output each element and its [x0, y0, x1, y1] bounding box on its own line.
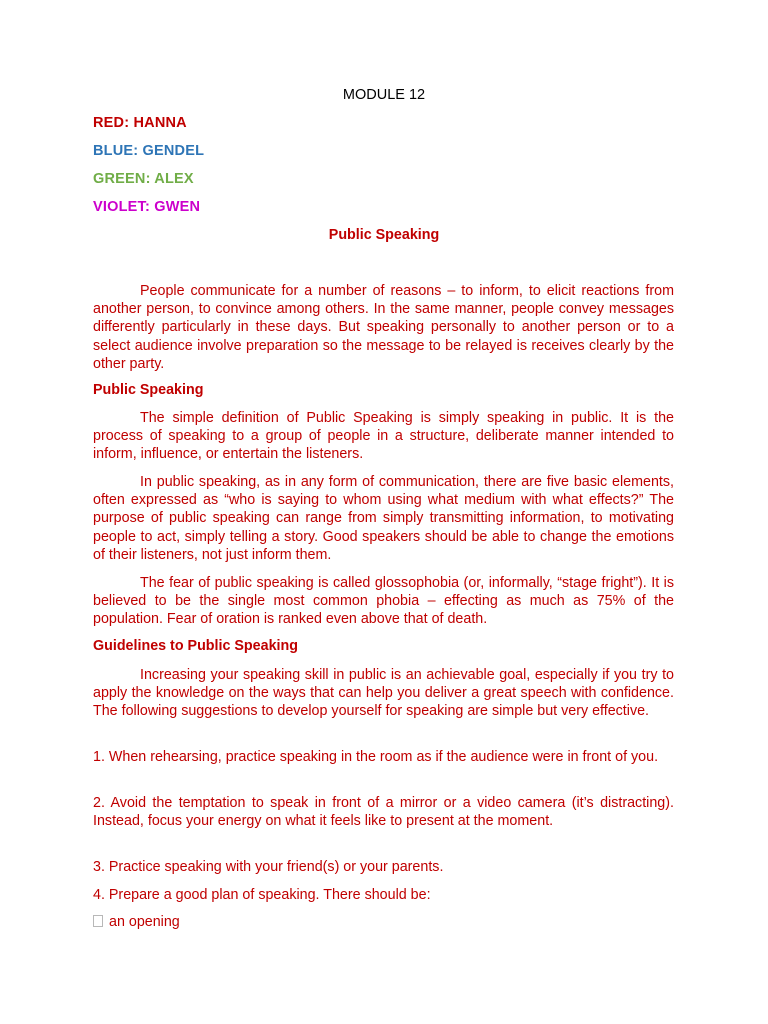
plan-list-item [93, 914, 180, 930]
team-member-green: GREEN: ALEX [93, 171, 194, 187]
guideline-item-3: 3. Practice speaking with your friend(s) or your parents. [93, 859, 444, 875]
team-member-violet: VIOLET: GWEN [93, 199, 201, 215]
guideline-item-4: 4. Prepare a good plan of speaking. There should be: [93, 887, 431, 903]
definition-paragraph: The simple definition of Public Speaking is simply speaking in public. It is the process of speaking to a group of people in a structure, deliberate manner intended to inform, influence, or entertain the listeners. [93, 410, 674, 463]
guideline-item-1: 1. When rehearsing, practice speaking in the room as if the audience were in front of you. [93, 749, 659, 765]
bullet-box-icon [93, 915, 103, 927]
module-title: MODULE 12 [342, 87, 426, 103]
glossophobia-paragraph: The fear of public speaking is called glossophobia (or, informally, “stage fright”). It is believed to be the single most common phobia – effecting as much as 75% of the population. Fear of oration is ranked even above that of death. [93, 575, 674, 628]
document-subtitle: Public Speaking [328, 227, 440, 243]
intro-paragraph: People communicate for a number of reasons – to inform, to elicit reactions from another person, to convince among others. In the same manner, people convey messages differently particularly in these days. But speaking personally to another person or to a select audience involve preparation so the message to be relayed is receives clearly by the other party. [93, 283, 674, 372]
guideline-item-2: 2. Avoid the temptation to speak in front of a mirror or a video camera (it’s distracting). Instead, focus your energy on what it feels like to present at the moment. [93, 795, 674, 830]
team-member-blue: BLUE: GENDEL [93, 143, 205, 159]
team-member-red: RED: HANNA [93, 115, 187, 131]
guidelines-intro-paragraph: Increasing your speaking skill in public is an achievable goal, especially if you try to apply the knowledge on the ways that can help you deliver a great speech with confidence. The following suggestions to develop yourself for speaking are simple but very effective. [93, 667, 674, 720]
plan-list-item-label: an opening [109, 914, 180, 930]
section-heading-public-speaking: Public Speaking [93, 382, 204, 398]
elements-paragraph: In public speaking, as in any form of communication, there are five basic elements, often expressed as “who is saying to whom using what medium with what effects?” The purpose of public speaking can range from simply transmitting information, to motivating people to act, simply telling a story. Good speakers should be able to change the emotions of their listeners, not just inform them. [93, 474, 674, 563]
section-heading-guidelines: Guidelines to Public Speaking [93, 638, 298, 654]
